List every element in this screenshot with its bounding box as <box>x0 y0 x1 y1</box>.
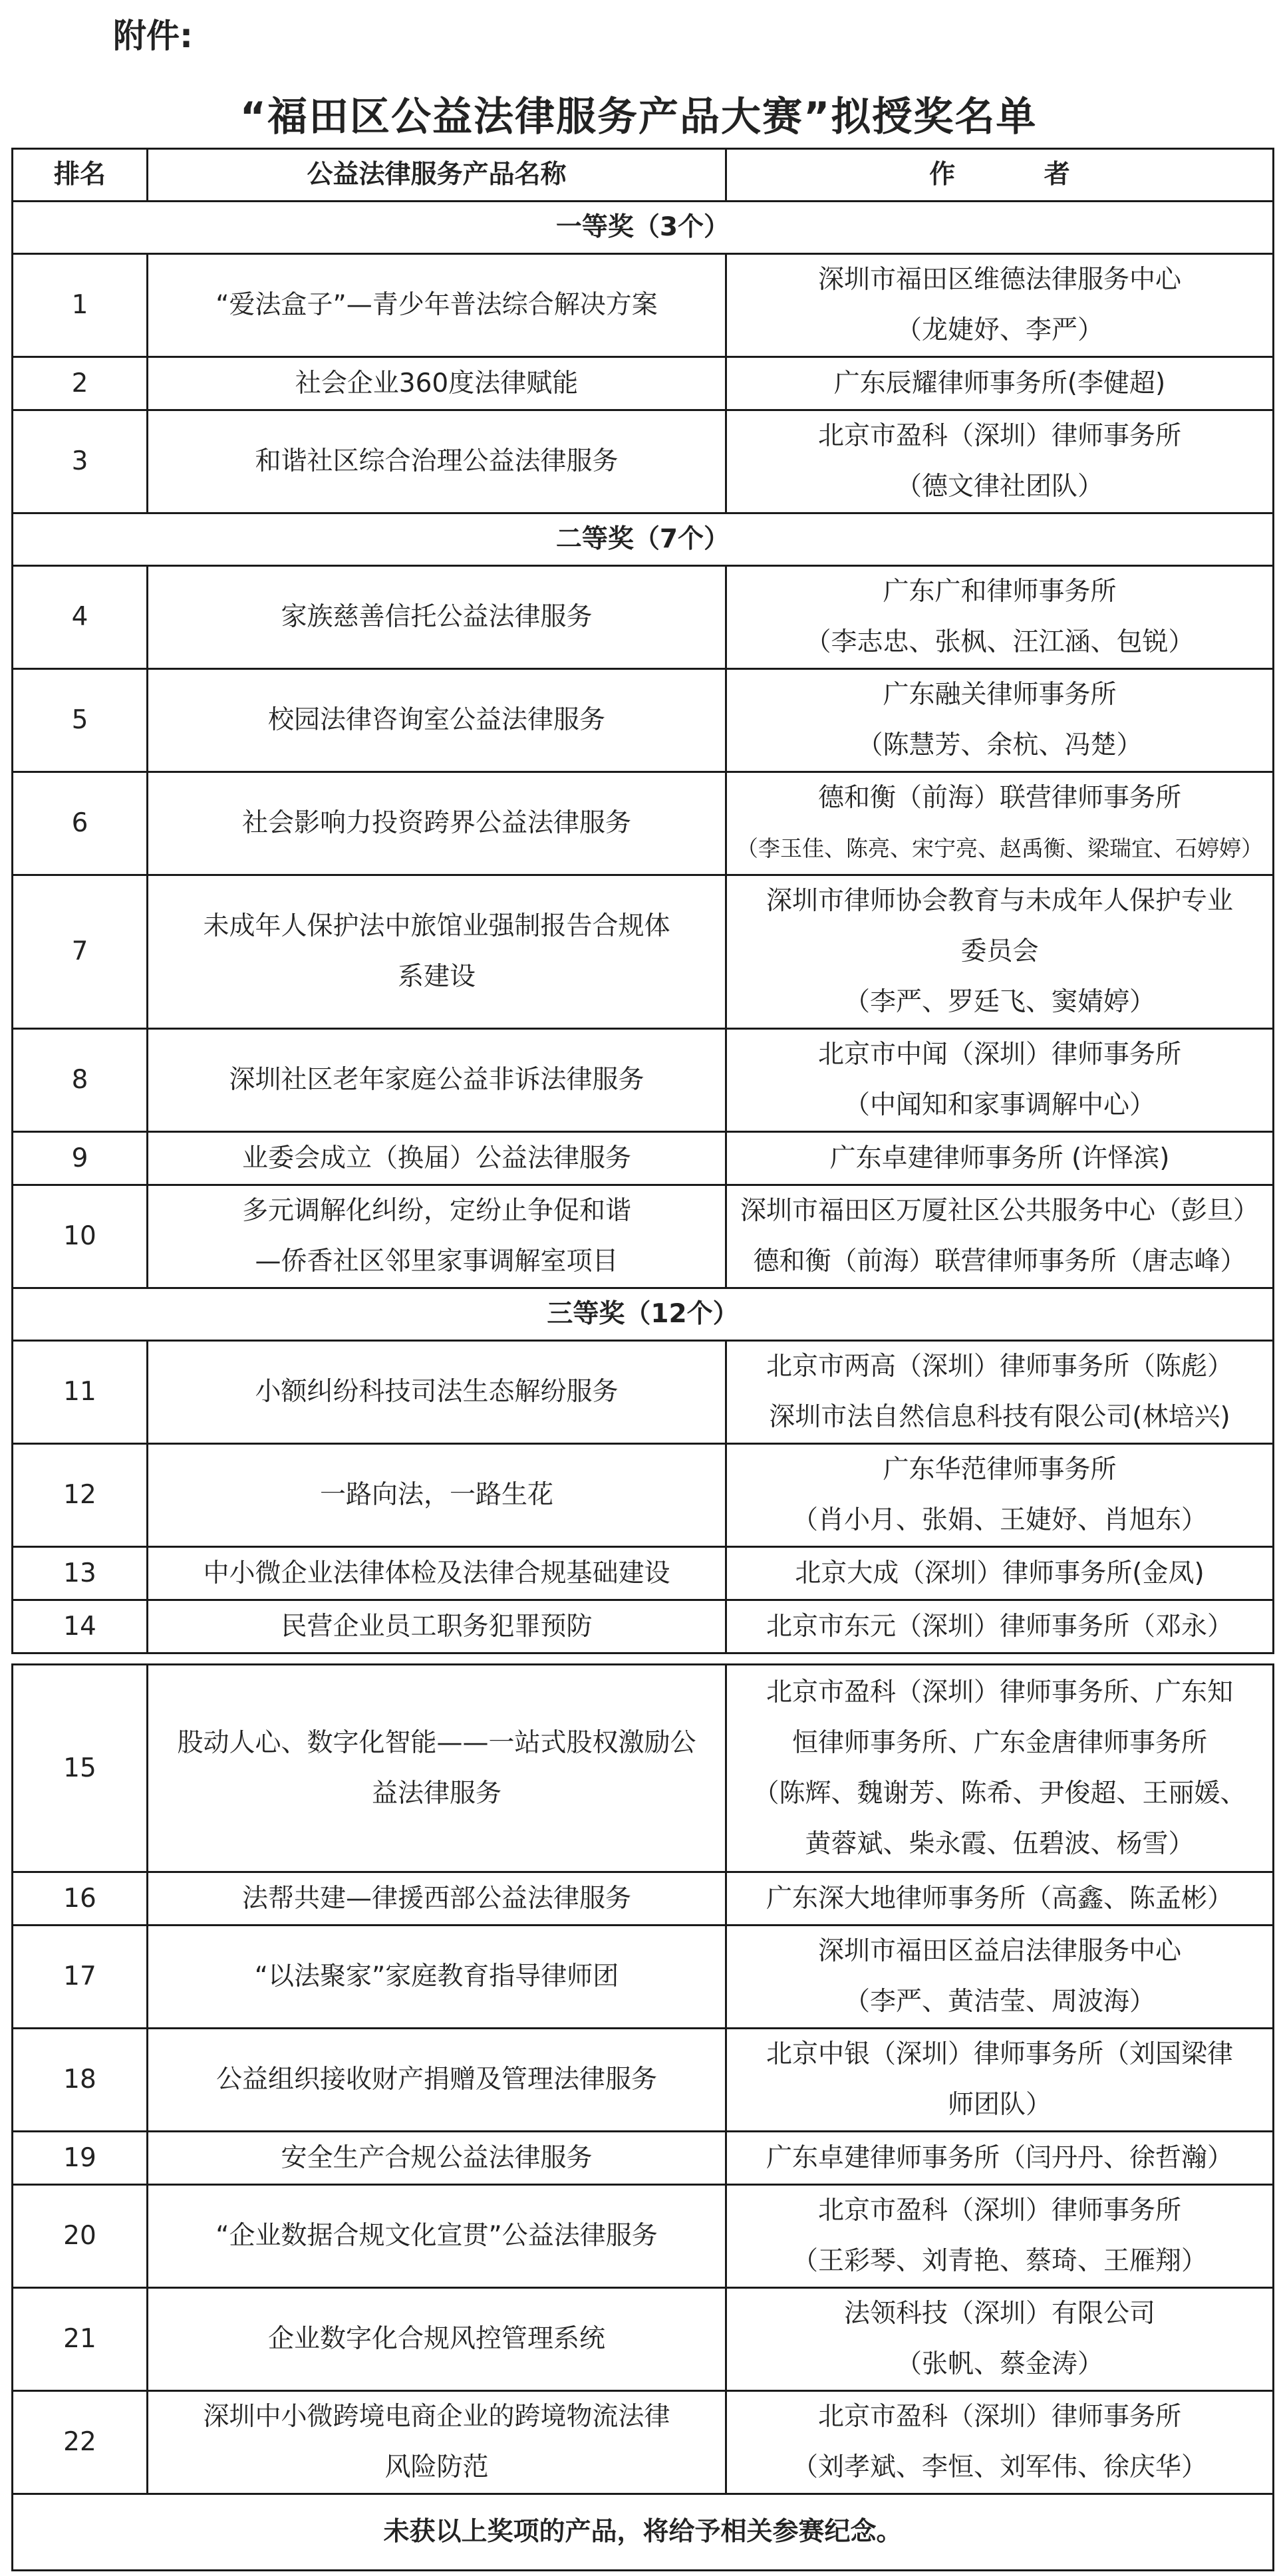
award-table-part-1 <box>11 148 1274 1654</box>
footer-row <box>13 2494 1274 2571</box>
author-cell <box>726 1926 1274 2029</box>
section-first-prize <box>13 202 1274 254</box>
section-second-prize <box>13 513 1274 566</box>
cell-line: 广东华范律师事务所 <box>883 1455 1117 1485</box>
product-name-cell <box>148 772 726 875</box>
author-cell <box>726 1665 1274 1872</box>
author-cell <box>726 669 1274 772</box>
cell-line: 股动人心、数字化智能——一站式股权激励公 <box>177 1727 696 1758</box>
table-row <box>13 1029 1274 1132</box>
table-row <box>13 875 1274 1029</box>
rank-cell: 15 <box>13 1665 148 1872</box>
table-row <box>13 669 1274 772</box>
cell-line: 北京市盈科（深圳）律师事务所 <box>817 421 1181 451</box>
author-cell <box>726 1029 1274 1132</box>
author-cell <box>726 1132 1274 1185</box>
rank-cell: 14 <box>13 1600 148 1653</box>
rank-cell: 12 <box>13 1444 148 1547</box>
author-cell <box>726 772 1274 875</box>
award-table-part-2 <box>11 1663 1274 2571</box>
cell-line: （王彩琴、刘青艳、蔡琦、王雁翔） <box>791 2246 1207 2276</box>
product-name-cell <box>148 1872 726 1926</box>
cell-line: （张帆、蔡金涛） <box>895 2349 1103 2379</box>
cell-line: 民营企业员工职务犯罪预防 <box>281 1611 593 1642</box>
cell-line: 北京市东元（深圳）律师事务所（邓永） <box>766 1611 1233 1642</box>
rank-cell: 6 <box>13 772 148 875</box>
cell-line: （李玉佳、陈亮、宋宁亮、赵禹衡、梁瑞宜、石婷婷） <box>736 835 1263 861</box>
product-name-cell <box>148 1185 726 1288</box>
table-row <box>13 1185 1274 1288</box>
cell-line: 深圳市律师协会教育与未成年人保护专业 <box>766 886 1233 916</box>
cell-line: 北京市两高（深圳）律师事务所（陈彪） <box>766 1352 1233 1381</box>
rank-cell: 13 <box>13 1547 148 1600</box>
section-label: 一等奖（3个） <box>13 202 1274 254</box>
cell-line: 风险防范 <box>384 2452 489 2482</box>
cell-line: 业委会成立（换届）公益法律服务 <box>241 1143 631 1173</box>
author-cell <box>726 2132 1274 2185</box>
product-name-cell <box>148 1029 726 1132</box>
cell-line: （李严、黄洁莹、周波海） <box>843 1987 1155 2017</box>
cell-line: 多元调解化纠纷，定纷止争促和谐 <box>241 1196 631 1226</box>
page-title: “福田区公益法律服务产品大赛”拟授奖名单 <box>239 94 1038 140</box>
table-row <box>13 1341 1274 1444</box>
cell-line: 深圳市福田区维德法律服务中心 <box>817 265 1181 295</box>
cell-line: 中小微企业法律体检及法律合规基础建设 <box>203 1558 670 1588</box>
product-name-cell <box>148 357 726 410</box>
product-name-cell <box>148 254 726 357</box>
product-name-cell <box>148 410 726 513</box>
author-cell <box>726 2391 1274 2494</box>
product-name-cell <box>148 1600 726 1653</box>
table-row <box>13 1926 1274 2029</box>
footer-note: 未获以上奖项的产品，将给予相关参赛纪念。 <box>13 2494 1274 2571</box>
product-name-cell <box>148 1132 726 1185</box>
product-name-cell <box>148 2185 726 2288</box>
cell-line: 广东辰耀律师事务所(李健超) <box>833 368 1166 398</box>
cell-line: 北京中银（深圳）律师事务所（刘国梁律 <box>766 2039 1233 2069</box>
cell-line: 社会企业360度法律赋能 <box>295 368 579 398</box>
cell-line: 系建设 <box>397 962 476 992</box>
rank-cell: 21 <box>13 2288 148 2391</box>
cell-line: 深圳中小微跨境电商企业的跨境物流法律 <box>203 2402 670 2432</box>
cell-line: 广东卓建律师事务所 (许怿滨) <box>829 1143 1170 1173</box>
rank-cell: 7 <box>13 875 148 1029</box>
table-row <box>13 1600 1274 1653</box>
table-row <box>13 1547 1274 1600</box>
cell-line: 委员会 <box>960 936 1039 966</box>
table-row <box>13 2029 1274 2132</box>
cell-line: —侨香社区邻里家事调解室项目 <box>255 1246 619 1276</box>
cell-line: 德和衡（前海）联营律师事务所（唐志峰） <box>753 1246 1246 1276</box>
cell-line: 公益组织接收财产捐赠及管理法律服务 <box>215 2065 657 2094</box>
table-row <box>13 2185 1274 2288</box>
cell-line: 广东广和律师事务所 <box>883 577 1117 607</box>
author-cell <box>726 1341 1274 1444</box>
table-row <box>13 2132 1274 2185</box>
table-row <box>13 1132 1274 1185</box>
rank-cell: 1 <box>13 254 148 357</box>
cell-line: （陈辉、魏谢芳、陈希、尹俊超、王丽媛、 <box>753 1778 1246 1808</box>
table-row <box>13 410 1274 513</box>
rank-cell: 19 <box>13 2132 148 2185</box>
cell-line: 法帮共建—律援西部公益法律服务 <box>241 1883 631 1914</box>
cell-line: （中闻知和家事调解中心） <box>843 1090 1155 1120</box>
rank-cell: 10 <box>13 1185 148 1288</box>
cell-line: （刘孝斌、李恒、刘军伟、徐庆华） <box>791 2452 1207 2482</box>
rank-cell: 2 <box>13 357 148 410</box>
cell-line: 法领科技（深圳）有限公司 <box>843 2299 1155 2329</box>
author-cell <box>726 566 1274 669</box>
section-label: 三等奖（12个） <box>13 1288 1274 1341</box>
attachment-label: 附件: <box>113 17 193 55</box>
cell-line: 深圳市福田区益启法律服务中心 <box>817 1936 1181 1966</box>
product-name-cell <box>148 2288 726 2391</box>
table-row <box>13 254 1274 357</box>
cell-line: 和谐社区综合治理公益法律服务 <box>255 446 619 476</box>
rank-cell: 8 <box>13 1029 148 1132</box>
author-cell <box>726 2029 1274 2132</box>
rank-cell: 5 <box>13 669 148 772</box>
author-cell <box>726 1872 1274 1926</box>
cell-line: 企业数字化合规风控管理系统 <box>267 2324 605 2354</box>
header-row <box>13 149 1274 202</box>
cell-line: 北京市中闻（深圳）律师事务所 <box>817 1040 1181 1070</box>
cell-line: 广东融关律师事务所 <box>883 680 1117 710</box>
cell-line: 深圳社区老年家庭公益非诉法律服务 <box>229 1065 644 1095</box>
author-cell <box>726 1547 1274 1600</box>
product-name-cell <box>148 566 726 669</box>
rank-cell: 17 <box>13 1926 148 2029</box>
cell-line: 未成年人保护法中旅馆业强制报告合规体 <box>203 911 670 941</box>
product-name-cell <box>148 1547 726 1600</box>
author-cell <box>726 2288 1274 2391</box>
rank-cell: 22 <box>13 2391 148 2494</box>
cell-line: 黄蓉斌、柴永霞、伍碧波、杨雪） <box>805 1828 1195 1859</box>
table-row <box>13 2391 1274 2494</box>
rank-cell: 11 <box>13 1341 148 1444</box>
cell-line: 北京市盈科（深圳）律师事务所 <box>817 2196 1181 2225</box>
author-cell <box>726 2185 1274 2288</box>
product-name-cell <box>148 2029 726 2132</box>
table-row <box>13 1665 1274 1872</box>
cell-line: 安全生产合规公益法律服务 <box>281 2142 593 2173</box>
table-row <box>13 772 1274 875</box>
table-row <box>13 1872 1274 1926</box>
cell-line: 北京大成（深圳）律师事务所(金凤) <box>795 1558 1205 1588</box>
cell-line: 广东卓建律师事务所（闫丹丹、徐哲瀚） <box>766 2142 1233 2173</box>
cell-line: （龙婕妤、李严） <box>895 315 1103 345</box>
product-name-cell <box>148 2132 726 2185</box>
cell-line: （肖小月、张娟、王婕妤、肖旭东） <box>791 1505 1207 1535</box>
cell-line: 深圳市福田区万厦社区公共服务中心（彭旦） <box>740 1196 1259 1226</box>
rank-cell: 18 <box>13 2029 148 2132</box>
author-cell <box>726 357 1274 410</box>
product-name-cell <box>148 1444 726 1547</box>
section-label: 二等奖（7个） <box>13 513 1274 566</box>
author-cell <box>726 410 1274 513</box>
cell-line: （陈慧芳、余杭、冯楚） <box>857 730 1143 760</box>
cell-line: 深圳市法自然信息科技有限公司(林培兴) <box>769 1402 1230 1432</box>
cell-line: “企业数据合规文化宣贯”公益法律服务 <box>215 2221 658 2251</box>
cell-line: （李严、罗廷飞、窦婧婷） <box>843 987 1155 1017</box>
rank-cell: 9 <box>13 1132 148 1185</box>
cell-line: “爱法盒子”—青少年普法综合解决方案 <box>215 290 658 320</box>
product-name-cell <box>148 669 726 772</box>
table-row <box>13 2288 1274 2391</box>
cell-line: 家族慈善信托公益法律服务 <box>281 602 593 632</box>
cell-line: 师团队） <box>947 2090 1052 2120</box>
product-name-cell <box>148 1341 726 1444</box>
header-rank: 排名 <box>13 149 148 202</box>
header-author: 作 者 <box>726 149 1274 202</box>
cell-line: 北京市盈科（深圳）律师事务所 <box>817 2402 1181 2432</box>
rank-cell: 20 <box>13 2185 148 2288</box>
author-cell <box>726 1444 1274 1547</box>
cell-line: “以法聚家”家庭教育指导律师团 <box>254 1961 619 1991</box>
author-cell <box>726 1185 1274 1288</box>
cell-line: 一路向法，一路生花 <box>319 1480 553 1510</box>
rank-cell: 4 <box>13 566 148 669</box>
rank-cell: 16 <box>13 1872 148 1926</box>
cell-line: 小额纠纷科技司法生态解纷服务 <box>255 1377 619 1407</box>
cell-line: 恒律师事务所、广东金唐律师事务所 <box>791 1727 1207 1758</box>
cell-line: 校园法律咨询室公益法律服务 <box>267 705 605 735</box>
product-name-cell <box>148 875 726 1029</box>
author-cell <box>726 1600 1274 1653</box>
table-row <box>13 566 1274 669</box>
cell-line: 益法律服务 <box>371 1778 501 1808</box>
cell-line: （李志忠、张枫、汪江涵、包锐） <box>805 627 1195 657</box>
section-third-prize <box>13 1288 1274 1341</box>
table-row <box>13 357 1274 410</box>
cell-line: （德文律社团队） <box>895 472 1103 501</box>
cell-line: 社会影响力投资跨界公益法律服务 <box>241 808 631 838</box>
cell-line: 北京市盈科（深圳）律师事务所、广东知 <box>766 1677 1233 1707</box>
author-cell <box>726 875 1274 1029</box>
product-name-cell <box>148 1926 726 2029</box>
author-cell <box>726 254 1274 357</box>
header-product-name: 公益法律服务产品名称 <box>148 149 726 202</box>
rank-cell: 3 <box>13 410 148 513</box>
cell-line: 广东深大地律师事务所（高鑫、陈孟彬） <box>766 1883 1233 1914</box>
cell-line: 德和衡（前海）联营律师事务所 <box>817 783 1181 813</box>
table-row <box>13 1444 1274 1547</box>
product-name-cell <box>148 1665 726 1872</box>
product-name-cell <box>148 2391 726 2494</box>
